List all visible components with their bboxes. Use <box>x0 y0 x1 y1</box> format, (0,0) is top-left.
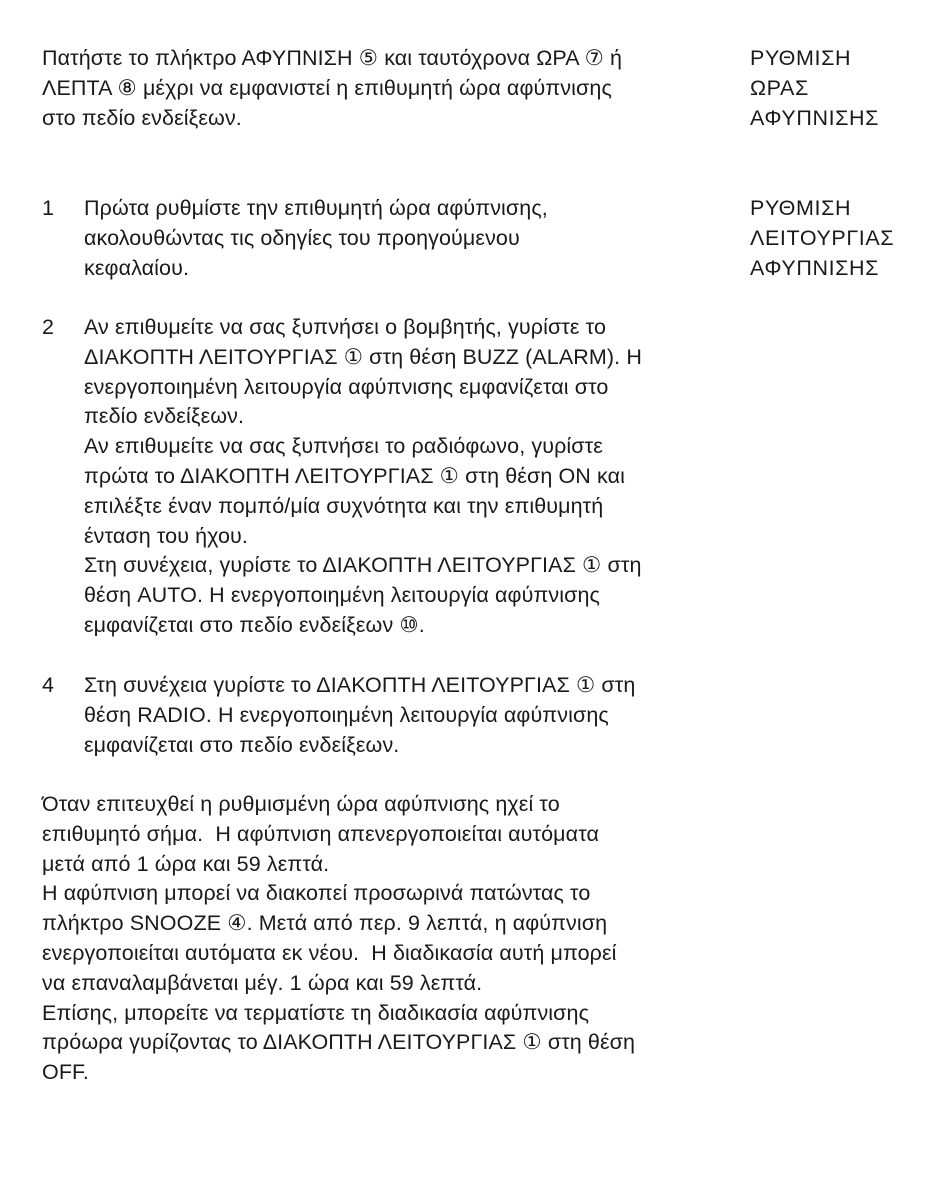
text-line: πρώτα το ΔΙΑΚΟΠΤΗ ΛΕΙΤΟΥΡΓΙΑΣ ① στη θέση ON και <box>84 463 625 488</box>
text-line: ΔΙΑΚΟΠΤΗ ΛΕΙΤΟΥΡΓΙΑΣ ① στη θέση BUZZ (ALARM). Η <box>84 344 642 369</box>
side-heading-line: ΡΥΘΜΙΣΗ <box>750 196 852 220</box>
text-line: να επαναλαμβάνεται μέγ. 1 ώρα και 59 λεπτά. <box>42 970 483 995</box>
text-line: επιλέξτε έναν πομπό/μία συχνότητα και την επιθυμητή <box>84 493 604 518</box>
text-line: ενεργοποιημένη λειτουργία αφύπνισης εμφανίζεται στο <box>84 374 609 399</box>
text-line: θέση AUTO. Η ενεργοποιημένη λειτουργία αφύπνισης <box>84 583 601 608</box>
text-line: ακολουθώντας τις οδηγίες του προηγούμενου <box>84 225 520 250</box>
text-line: Πρώτα ρυθμίστε την επιθυμητή ώρα αφύπνισης, <box>84 196 548 220</box>
step-number: 4 <box>42 673 54 697</box>
side-heading-line: ΑΦΥΠΝΙΣΗΣ <box>750 105 880 130</box>
step-number: 1 <box>42 196 54 220</box>
step-4-text <box>84 671 635 760</box>
text-line: ενεργοποιείται αυτόματα εκ νέου. Η διαδικασία αυτή μπορεί <box>42 940 617 965</box>
text-line: Αν επιθυμείτε να σας ξυπνήσει ο βομβητής, γυρίστε το <box>84 315 607 339</box>
text-line: πεδίο ενδείξεων. <box>84 404 245 429</box>
text-line: ΛΕΠΤΑ ⑧ μέχρι να εμφανιστεί η επιθυμητή ώρα αφύπνισης <box>42 75 612 100</box>
intro-paragraph <box>42 44 622 133</box>
text-line: πλήκτρο SNOOZE ④. Μετά από περ. 9 λεπτά, η αφύπνιση <box>42 911 608 936</box>
text-line: πρόωρα γυρίζοντας το ΔΙΑΚΟΠΤΗ ΛΕΙΤΟΥΡΓΙΑΣ ① στη θέση <box>42 1030 636 1055</box>
text-line: στο πεδίο ενδείξεων. <box>42 105 242 130</box>
side-heading-alarm-mode <box>750 194 894 283</box>
text-line: Πατήστε το πλήκτρο ΑΦΥΠΝΙΣΗ ⑤ και ταυτόχρονα ΩΡΑ ⑦ ή <box>42 46 623 70</box>
text-line: OFF. <box>42 1060 89 1085</box>
side-heading-line: ΡΥΘΜΙΣΗ <box>750 46 852 70</box>
step-2-text <box>84 313 642 641</box>
side-heading-line: ΩΡΑΣ <box>750 75 809 100</box>
text-line: Στη συνέχεια, γυρίστε το ΔΙΑΚΟΠΤΗ ΛΕΙΤΟΥΡΓΙΑΣ ① στη <box>84 553 642 578</box>
text-line: Στη συνέχεια γυρίστε το ΔΙΑΚΟΠΤΗ ΛΕΙΤΟΥΡΓΙΑΣ ① στη <box>84 673 636 697</box>
text-line: Η αφύπνιση μπορεί να διακοπεί προσωρινά πατώντας το <box>42 881 591 906</box>
side-heading-line: ΑΦΥΠΝΙΣΗΣ <box>750 255 880 280</box>
text-line: επιθυμητό σήμα. Η αφύπνιση απενεργοποιείται αυτόματα <box>42 821 600 846</box>
text-line: κεφαλαίου. <box>84 255 190 280</box>
text-line: Όταν επιτευχθεί η ρυθμισμένη ώρα αφύπνισης ηχεί το <box>42 792 560 816</box>
text-line: θέση RADIO. Η ενεργοποιημένη λειτουργία αφύπνισης <box>84 702 609 727</box>
text-line: ένταση του ήχου. <box>84 523 248 548</box>
text-line: μετά από 1 ώρα και 59 λεπτά. <box>42 851 330 876</box>
closing-paragraph <box>42 790 635 1088</box>
side-heading-line: ΛΕΙΤΟΥΡΓΙΑΣ <box>750 225 895 250</box>
step-number: 2 <box>42 315 54 339</box>
step-1-text <box>84 194 548 283</box>
text-line: Επίσης, μπορείτε να τερματίστε τη διαδικασία αφύπνισης <box>42 1000 590 1025</box>
text-line: εμφανίζεται στο πεδίο ενδείξεων. <box>84 732 400 757</box>
side-heading-alarm-time <box>750 44 879 133</box>
text-line: εμφανίζεται στο πεδίο ενδείξεων ⑩. <box>84 612 425 637</box>
text-line: Αν επιθυμείτε να σας ξυπνήσει το ραδιόφωνο, γυρίστε <box>84 434 603 459</box>
